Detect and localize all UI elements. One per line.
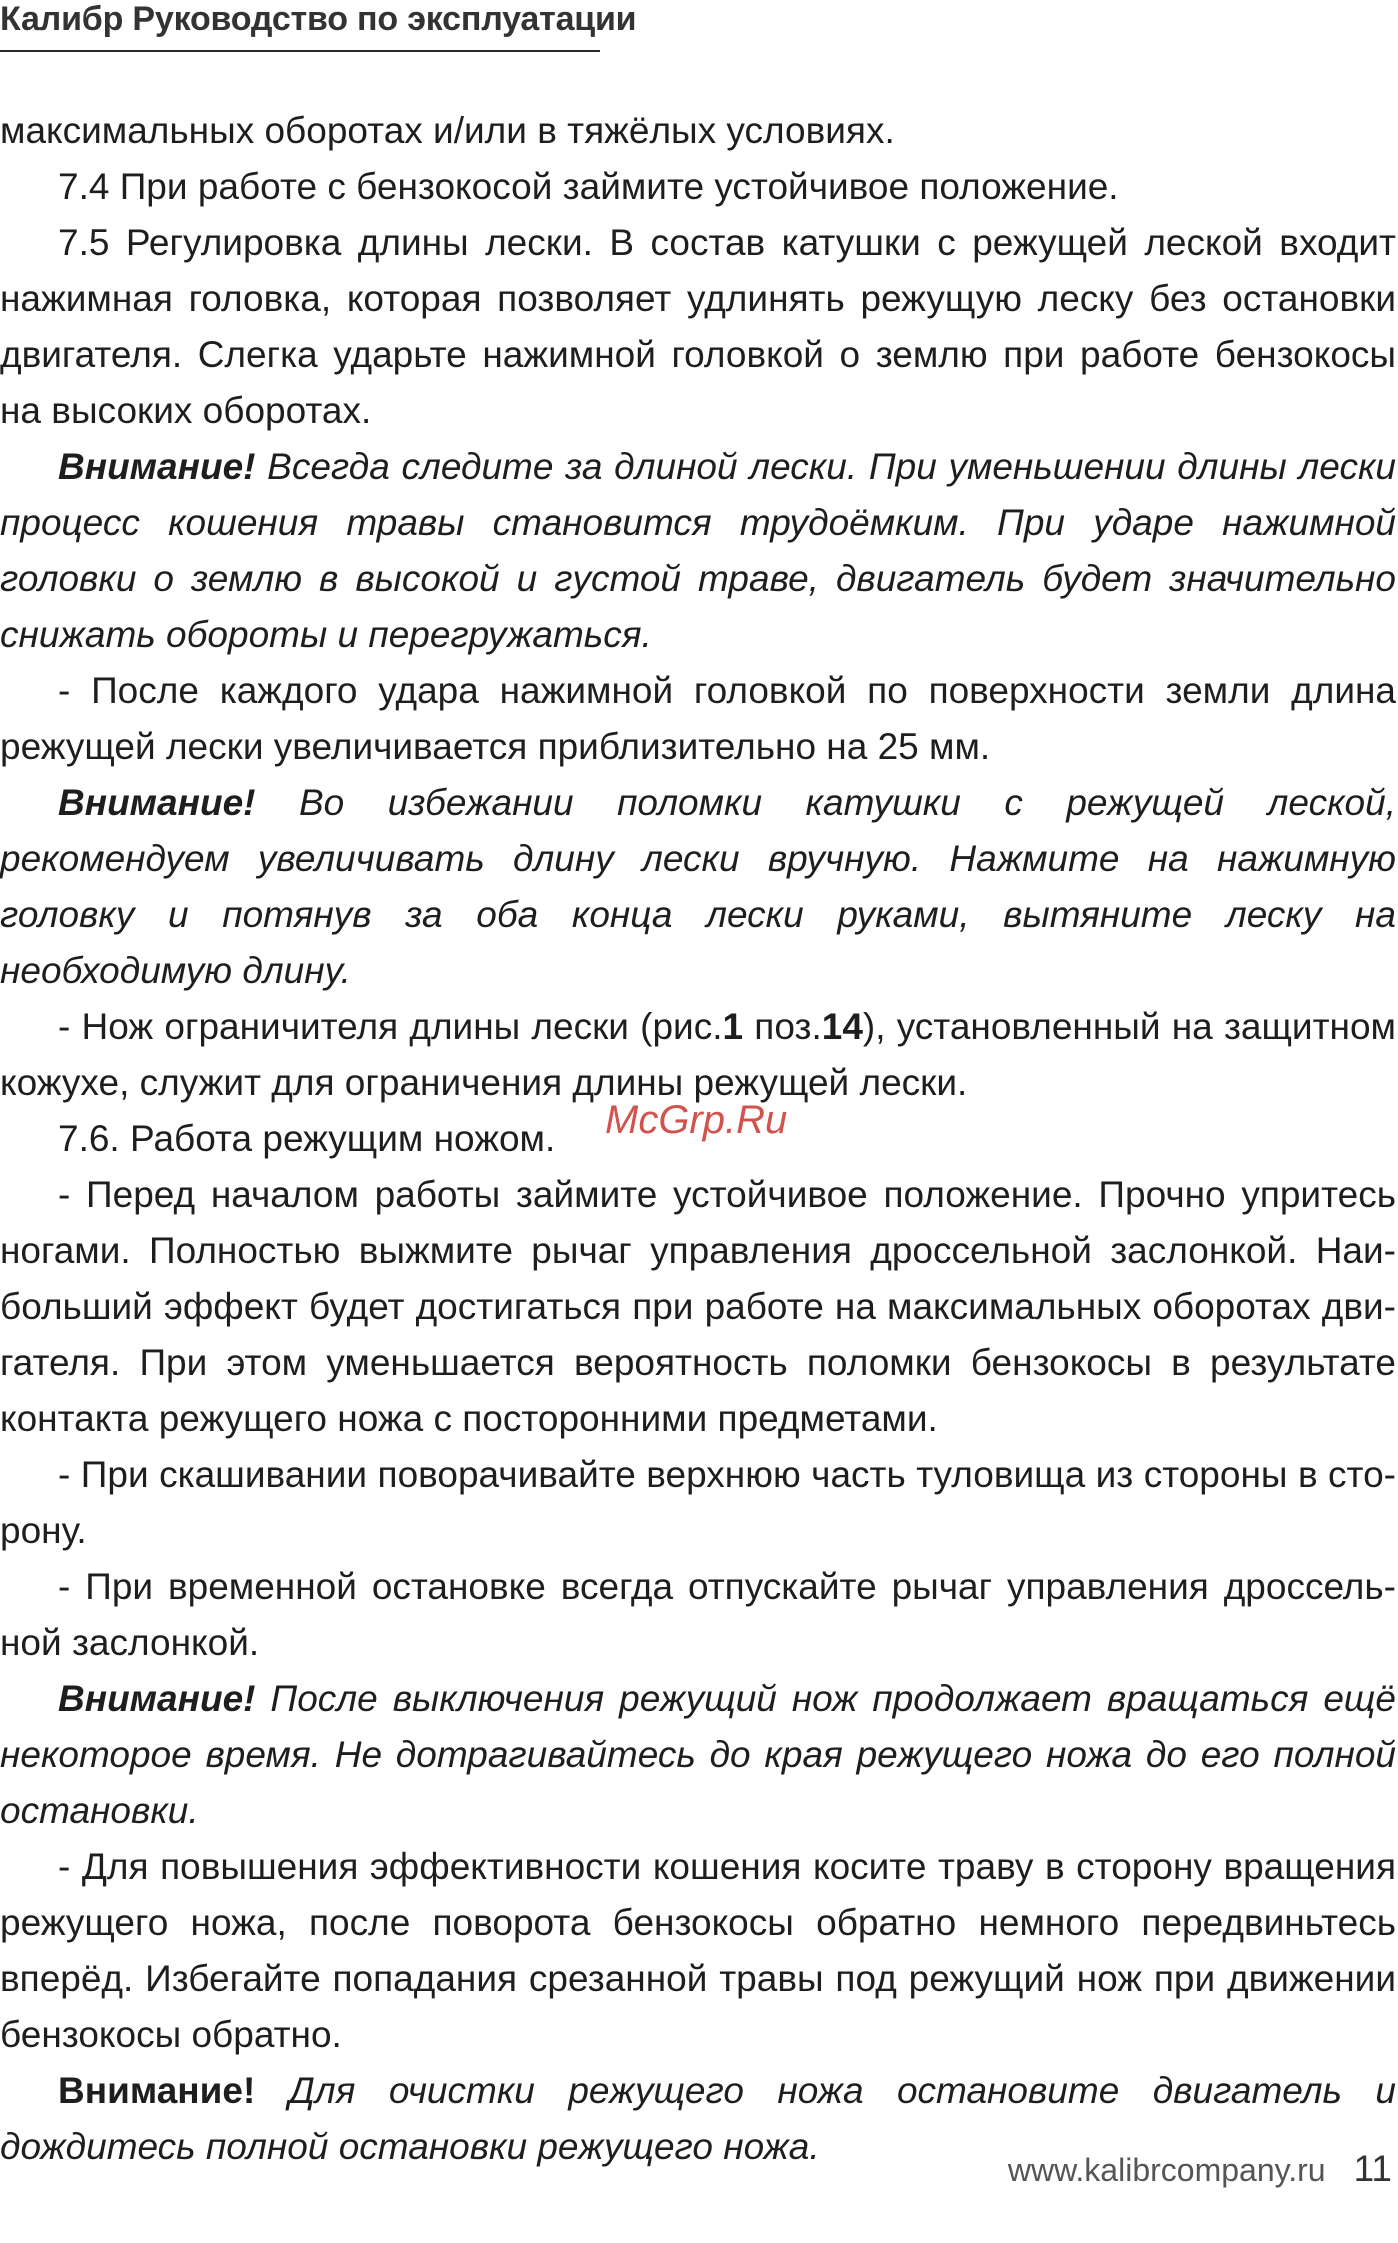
warning-label: Внимание! bbox=[58, 1678, 256, 1719]
text-segment: ), установленный на защитном кожухе, служит для ограничения длины режущей лески. bbox=[0, 1006, 1396, 1103]
paragraph: максимальных оборотах и/или в тяжёлых условиях. bbox=[0, 110, 895, 151]
website-link[interactable]: www.kalibrcompany.ru bbox=[1007, 2152, 1326, 2188]
warning-text: Всегда следите за длиной лески. При уменьшении длины лески процесс кошения травы становится трудоёмким. При ударе нажимной головки о землю в высокой и густой траве, двигатель будет значительно снижать обороты и перегружаться. bbox=[0, 446, 1396, 655]
warning-text: Во избежании поломки катушки с режущей леской, рекомендуем увеличивать длину лески вручную. Нажмите на нажимную головку и потянув за оба конца лески руками, вытяните леску на необходимую длину. bbox=[0, 782, 1396, 991]
warning-label: Внимание! bbox=[58, 2070, 256, 2111]
paragraph: - При временной остановке всегда отпускайте рычаг управления дроссельной заслонкой. bbox=[0, 1566, 1396, 1663]
position-number: 14 bbox=[821, 1006, 863, 1047]
warning-paragraph bbox=[0, 775, 1396, 999]
page-footer bbox=[1008, 2148, 1392, 2198]
page-number: 11 bbox=[1353, 2148, 1392, 2189]
warning-label: Внимание! bbox=[58, 782, 256, 823]
paragraph-line-limiter bbox=[0, 999, 1396, 1111]
paragraph: - Перед началом работы займите устойчивое положение. Прочно упритесь ногами. Полностью выжмите рычаг управления дроссельной заслонкой. Наибольший эффект будет достигаться при работе на максимальных оборотах двигателя. При этом уменьшается вероятность поломки бензокосы в результате контакта режущего ножа с посторонними предметами. bbox=[0, 1174, 1396, 1439]
paragraph-7-6: 7.6. Работа режущим ножом. bbox=[58, 1118, 556, 1159]
warning-label: Внимание! bbox=[58, 446, 256, 487]
page-header bbox=[0, 0, 637, 52]
warning-paragraph bbox=[0, 439, 1396, 663]
text-segment: - Нож ограничителя длины лески (рис. bbox=[58, 1006, 723, 1047]
warning-text: После выключения режущий нож продолжает вращаться ещё некоторое время. Не дотрагивайтесь до края режущего ножа до его полной остановки. bbox=[0, 1678, 1396, 1831]
paragraph: - При скашивании поворачивайте верхнюю часть туловища из стороны в сторону. bbox=[0, 1454, 1396, 1551]
watermark: McGrp.Ru bbox=[605, 1098, 788, 1142]
paragraph: - Для повышения эффективности кошения косите траву в сторону вращения режущего ножа, после поворота бензокосы обратно немного передвиньтесь вперёд. Избегайте попадания срезанной травы под режущий нож при движении бензокосы обратно. bbox=[0, 1846, 1396, 2055]
warning-text: Для очистки режущего ножа остановите двигатель и дождитесь полной остановки режущего ножа. bbox=[0, 2070, 1396, 2167]
paragraph-7-5: 7.5 Регулировка длины лески. В состав катушки с режущей леской входит нажимная головка, которая позволяет удлинять режущую леску без остановки двигателя. Слегка ударьте нажимной головкой о землю при работе бензокосы на высоких оборотах. bbox=[0, 222, 1396, 431]
figure-number: 1 bbox=[722, 1006, 744, 1047]
page-header-title: Калибр Руководство по эксплуатации bbox=[0, 0, 637, 38]
paragraph: - После каждого удара нажимной головкой по поверхности земли длина режущей лески увеличивается приблизительно на 25 мм. bbox=[0, 670, 1396, 767]
text-segment: поз. bbox=[743, 1006, 822, 1047]
paragraph-7-4: 7.4 При работе с бензокосой займите устойчивое положение. bbox=[58, 166, 1119, 207]
warning-paragraph bbox=[0, 1671, 1396, 1839]
